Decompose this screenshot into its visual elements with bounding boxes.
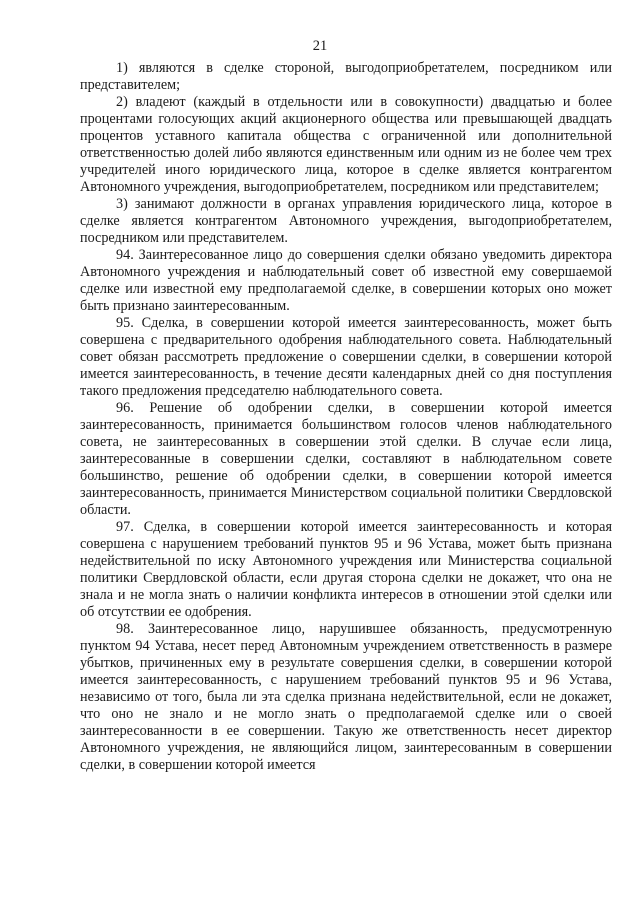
paragraph-clause-2: 2) владеют (каждый в отдельности или в совокупности) двадцатью и более процентами голосующих акций акционерного общества или превышающей двадцать процентов уставного капитала общества с ограниченной или дополнительной ответственностью долей либо являются единственным или одним из не более чем трех учредителей иного юридического лица, которое в сделке является контрагентом Автономного учреждения, выгодоприобретателем, посредником или представителем; bbox=[80, 94, 612, 195]
document-body bbox=[80, 60, 612, 774]
paragraph-96: 96. Решение об одобрении сделки, в совершении которой имеется заинтересованность, принимается большинством голосов членов наблюдательного совета, не заинтересованных в совершении этой сделки. В случае если лица, заинтересованные в совершении сделки, составляют в наблюдательном совете большинство, решение об одобрении сделки, в совершении которой имеется заинтересованность, принимается Министерством социальной политики Свердловской области. bbox=[80, 400, 612, 518]
paragraph-97: 97. Сделка, в совершении которой имеется заинтересованность и которая совершена с нарушением требований пунктов 95 и 96 Устава, может быть признана недействительной по иску Автономного учреждения или Министерства социальной политики Свердловской области, если другая сторона сделки не докажет, что она не знала и не могла знать о наличии конфликта интересов в отношении этой сделки или об отсутствии ее одобрения. bbox=[80, 519, 612, 620]
page-number: 21 bbox=[312, 38, 328, 54]
paragraph-clause-1: 1) являются в сделке стороной, выгодоприобретателем, посредником или представителем; bbox=[80, 60, 612, 93]
paragraph-94: 94. Заинтересованное лицо до совершения сделки обязано уведомить директора Автономного учреждения и наблюдательный совет об известной ему совершаемой сделке или известной ему предполагаемой сделке, в совершении которых оно может быть признано заинтересованным. bbox=[80, 247, 612, 314]
paragraph-95: 95. Сделка, в совершении которой имеется заинтересованность, может быть совершена с предварительного одобрения наблюдательного совета. Наблюдательный совет обязан рассмотреть предложение о совершении сделки, в совершении которой имеется заинтересованность, в течение десяти календарных дней со дня поступления такого предложения председателю наблюдательного совета. bbox=[80, 315, 612, 399]
paragraph-clause-3: 3) занимают должности в органах управления юридического лица, которое в сделке является контрагентом Автономного учреждения, выгодоприобретателем, посредником или представителем. bbox=[80, 196, 612, 246]
paragraph-98: 98. Заинтересованное лицо, нарушившее обязанность, предусмотренную пунктом 94 Устава, несет перед Автономным учреждением ответственность в размере убытков, причиненных ему в результате совершения сделки, в совершении которой имеется заинтересованность, с нарушением требований пунктов 95 и 96 Устава, независимо от того, была ли эта сделка признана недействительной, если не докажет, что оно не знало и не могло знать о предполагаемой сделке или о своей заинтересованности в ее совершении. Такую же ответственность несет директор Автономного учреждения, не являющийся лицом, заинтересованным в совершении сделки, в совершении которой имеется bbox=[80, 621, 612, 773]
